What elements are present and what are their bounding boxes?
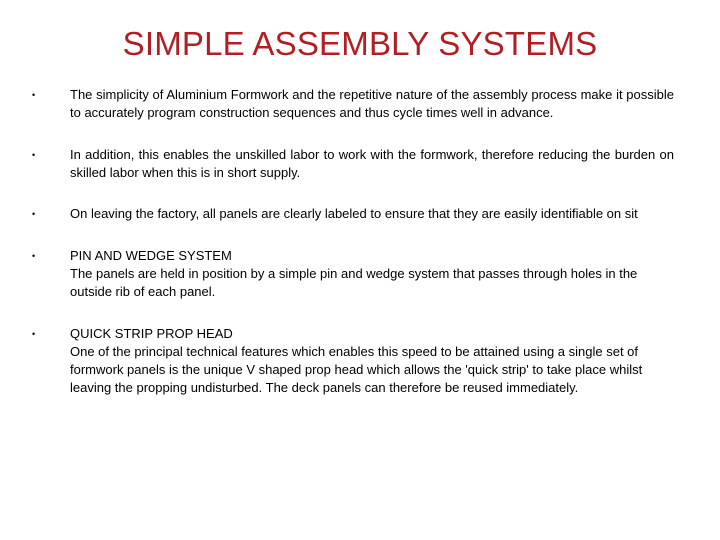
bullet-item-unskilled-labor [32,146,674,182]
bullet-item-quick-strip-prop-head [32,325,674,397]
bullet-heading: PIN AND WEDGE SYSTEM [70,248,232,263]
bullet-dot-icon: • [32,329,36,339]
bullet-item-accurate-programming [32,86,674,122]
bullet-text: The simplicity of Aluminium Formwork and the repetitive nature of the assembly process make it possible to accurately program construction sequences and thus cycle times well in advance. [70,87,674,120]
bullet-text: One of the principal technical features which enables this speed to be attained using a single set of formwork panels is the unique V shaped prop head which allows the 'quick strip' to take place whilst leaving the propping undisturbed. The deck panels can therefore be reused immediately. [70,344,643,395]
bullet-dot-icon: • [32,251,36,261]
bullet-text: The panels are held in position by a simple pin and wedge system that passes through holes in the outside rib of each panel. [70,266,638,299]
bullet-dot-icon: • [32,209,36,219]
bullet-text: On leaving the factory, all panels are clearly labeled to ensure that they are easily identifiable on sit [70,206,638,221]
bullet-text: In addition, this enables the unskilled labor to work with the formwork, therefore reducing the burden on skilled labor when this is in short supply. [70,147,674,180]
slide-title: SIMPLE ASSEMBLY SYSTEMS [122,25,598,62]
bullet-dot-icon: • [32,150,36,160]
bullet-dot-icon: • [32,90,36,100]
bullet-list [0,86,720,397]
bullet-item-panel-labeling [32,205,674,223]
bullet-heading: QUICK STRIP PROP HEAD [70,326,233,341]
bullet-item-pin-and-wedge [32,247,674,301]
